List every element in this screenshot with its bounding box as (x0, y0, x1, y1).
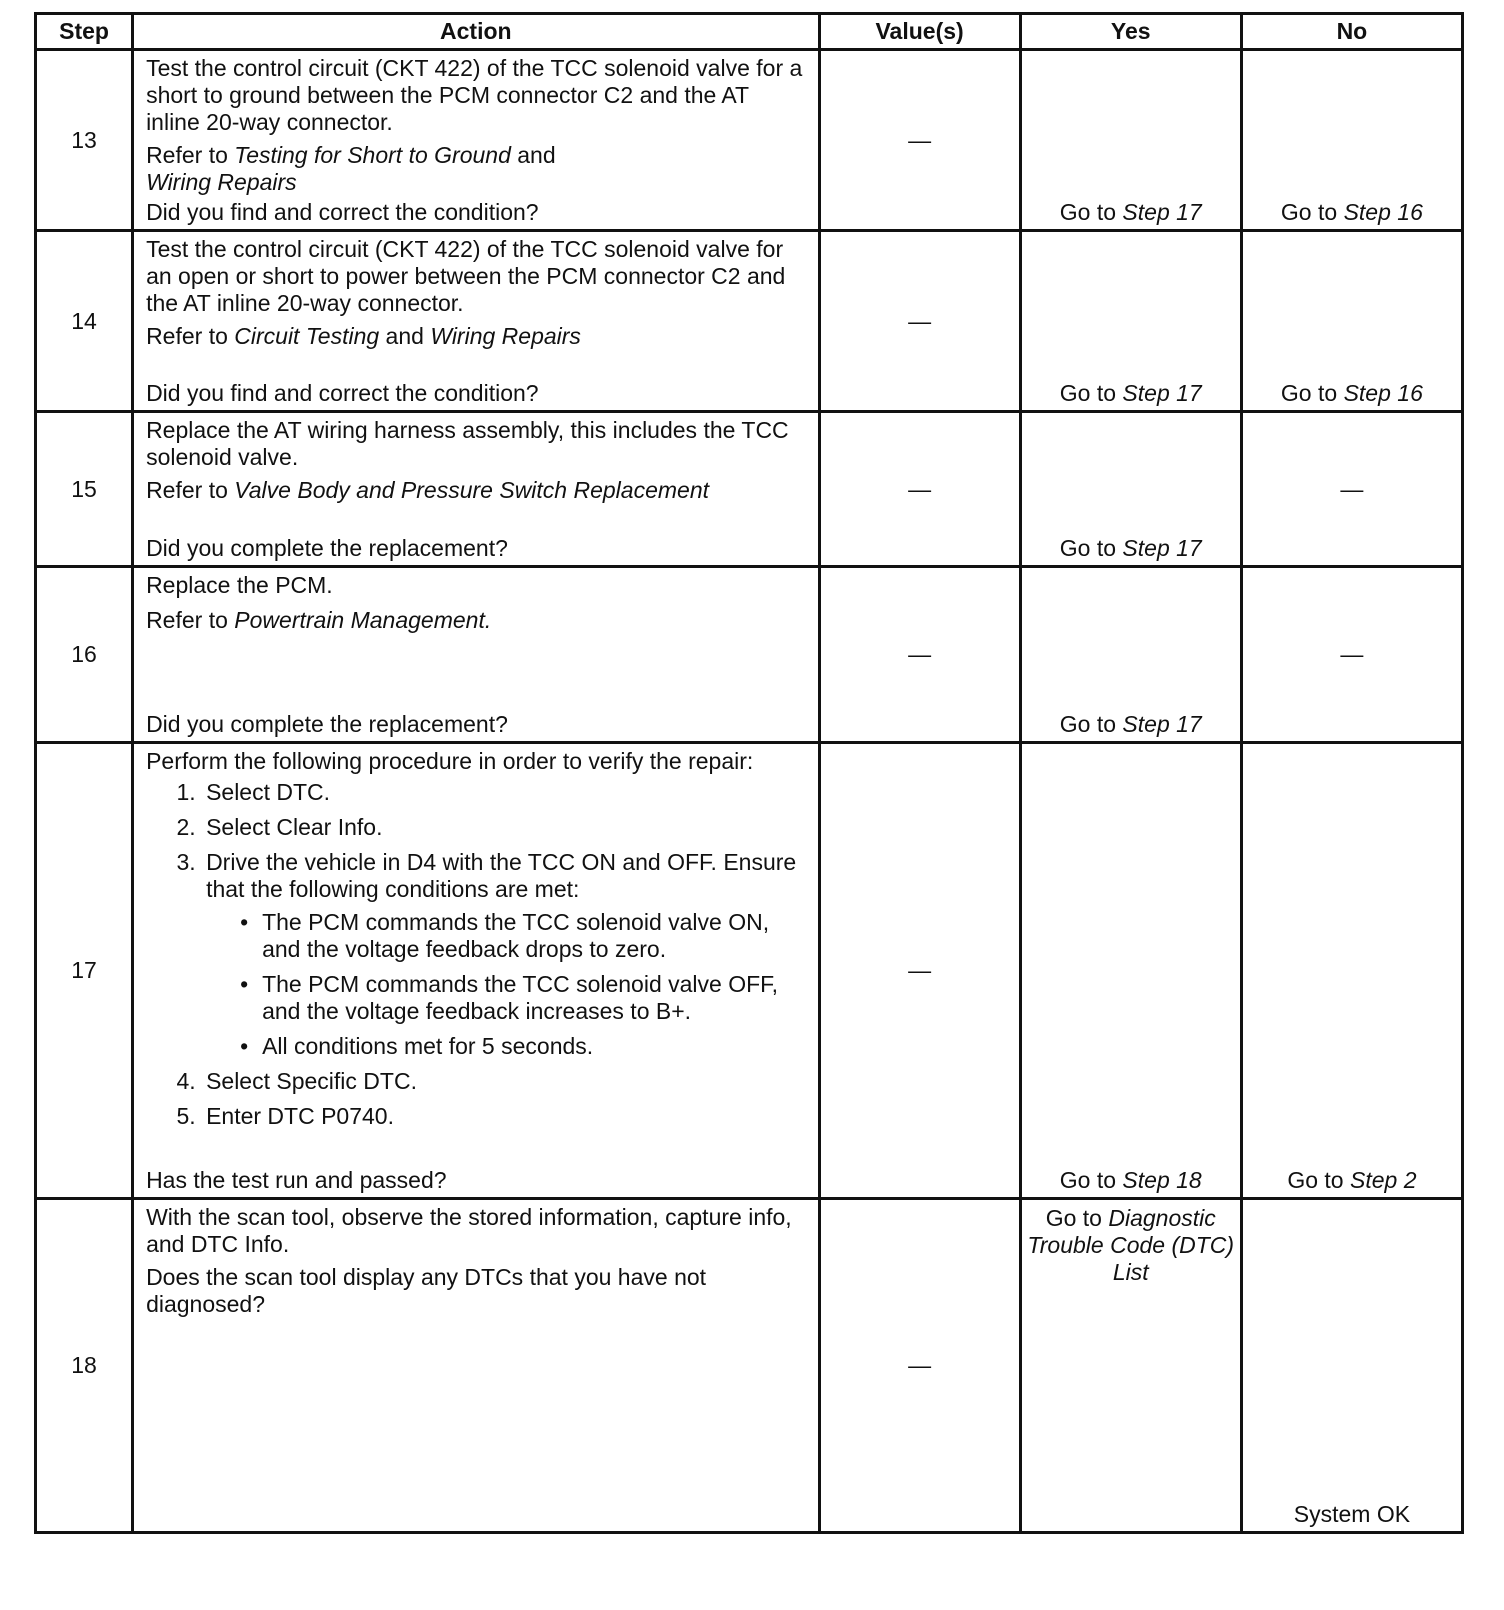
list-item: • The PCM commands the TCC solenoid valve OFF, and the voltage feedback increases to B+. (240, 971, 779, 1024)
yes-cell (1020, 743, 1241, 1199)
no-cell (1241, 50, 1462, 231)
action-cell (133, 231, 819, 412)
value-cell (819, 412, 1020, 567)
action-cell (133, 743, 819, 1199)
condition-list (206, 909, 807, 1060)
action-text: Test the control circuit (CKT 422) of the TCC solenoid valve for an open or short to power between the PCM connector C2 and the AT inline 20-way connector. (146, 236, 786, 316)
action-text: Test the control circuit (CKT 422) of the TCC solenoid valve for a short to ground between the PCM connector C2 and the AT inline 20-way connector. (146, 55, 803, 135)
action-text: With the scan tool, observe the stored information, capture info, and DTC Info. (146, 1204, 792, 1257)
step-number: 13 (36, 50, 133, 231)
table-row (36, 743, 1463, 1199)
yes-result: Go to Step 17 (1059, 380, 1202, 406)
action-question: Has the test run and passed? (146, 1167, 447, 1193)
no-result: Go to Step 2 (1287, 1167, 1417, 1193)
list-item: • All conditions met for 5 seconds. (240, 1033, 594, 1059)
action-cell (133, 1199, 819, 1533)
no-cell (1241, 231, 1462, 412)
value-dash: — (908, 641, 932, 667)
action-refer: Refer to Testing for Short to Ground and Wiring Repairs (146, 142, 556, 195)
ref-link[interactable]: Valve Body and Pressure Switch Replacement (234, 477, 710, 503)
action-question: Does the scan tool display any DTCs that you have not diagnosed? (146, 1264, 707, 1317)
list-item: • The PCM commands the TCC solenoid valve ON, and the voltage feedback drops to zero. (240, 909, 770, 962)
header-yes: Yes (1020, 14, 1241, 50)
step-number: 14 (36, 231, 133, 412)
ref-link[interactable]: Wiring Repairs (146, 169, 297, 195)
step-number: 18 (36, 1199, 133, 1533)
no-dash: — (1340, 475, 1364, 502)
procedure-list (146, 779, 807, 1130)
step-number: 15 (36, 412, 133, 567)
value-cell (819, 1199, 1020, 1533)
action-cell (133, 50, 819, 231)
value-cell (819, 231, 1020, 412)
yes-result: Go to Step 17 (1059, 535, 1202, 561)
yes-cell (1020, 231, 1241, 412)
ref-link[interactable]: Wiring Repairs (430, 323, 581, 349)
header-values: Value(s) (819, 14, 1020, 50)
action-question: Did you complete the replacement? (146, 711, 508, 737)
no-dash: — (1340, 641, 1364, 667)
value-cell (819, 50, 1020, 231)
action-refer: Refer to Powertrain Management. (146, 607, 492, 633)
list-item: 1. Select DTC. (202, 779, 807, 806)
action-refer: Refer to Circuit Testing and Wiring Repairs (146, 323, 581, 349)
value-dash: — (908, 957, 932, 983)
value-cell (819, 567, 1020, 743)
table-row (36, 412, 1463, 567)
no-cell (1241, 412, 1462, 567)
action-text: Replace the AT wiring harness assembly, this includes the TCC solenoid valve. (146, 417, 789, 470)
step-number: 16 (36, 567, 133, 743)
yes-result: Go to Step 17 (1059, 199, 1202, 225)
action-question: Did you find and correct the condition? (146, 380, 539, 406)
action-question: Did you find and correct the condition? (146, 199, 539, 225)
no-link[interactable]: Step 16 (1343, 199, 1423, 225)
value-dash: — (908, 126, 932, 153)
no-link[interactable]: Step 16 (1343, 380, 1423, 406)
no-cell (1241, 1199, 1462, 1533)
no-cell (1241, 567, 1462, 743)
list-item: 5. Enter DTC P0740. (202, 1103, 807, 1130)
value-dash: — (908, 475, 932, 502)
yes-result: Go to Step 18 (1059, 1167, 1202, 1193)
value-dash: — (908, 307, 932, 334)
value-cell (819, 743, 1020, 1199)
no-link[interactable]: Step 2 (1349, 1167, 1417, 1193)
header-step: Step (36, 14, 133, 50)
yes-link[interactable]: Step 17 (1122, 535, 1202, 561)
action-cell (133, 412, 819, 567)
yes-cell (1020, 1199, 1241, 1533)
ref-link[interactable]: Powertrain Management. (234, 607, 492, 633)
yes-result: Go to Step 17 (1059, 711, 1202, 737)
action-cell (133, 567, 819, 743)
yes-result: Go to Diagnostic Trouble Code (DTC) List (1027, 1205, 1235, 1285)
value-dash: — (908, 1352, 932, 1378)
action-text: Replace the PCM. (146, 572, 333, 598)
yes-link[interactable]: Diagnostic Trouble Code (DTC) List (1027, 1205, 1235, 1285)
action-text: Perform the following procedure in order to verify the repair: (146, 748, 754, 774)
action-question: Did you complete the replacement? (146, 535, 508, 561)
yes-link[interactable]: Step 17 (1122, 380, 1202, 406)
table-row (36, 231, 1463, 412)
list-item: 2. Select Clear Info. (202, 814, 807, 841)
no-result: Go to Step 16 (1280, 199, 1423, 225)
yes-link[interactable]: Step 17 (1122, 199, 1202, 225)
yes-link[interactable]: Step 18 (1122, 1167, 1202, 1193)
diagnostic-table (34, 12, 1464, 1534)
yes-cell (1020, 567, 1241, 743)
no-result: System OK (1293, 1501, 1411, 1527)
table-row (36, 50, 1463, 231)
list-item: 4. Select Specific DTC. (202, 1068, 807, 1095)
action-refer: Refer to Valve Body and Pressure Switch Replacement (146, 477, 710, 503)
ref-link[interactable]: Testing for Short to Ground (234, 142, 511, 168)
ref-link[interactable]: Circuit Testing (234, 323, 380, 349)
list-item: 3. Drive the vehicle in D4 with the TCC ON and OFF. Ensure that the following conditions are met: • The PCM commands the TCC solenoid valve ON, and the voltage feedback drops to zero. • The PCM commands the TCC solenoid valve OFF, and the voltage feedback increases to B+. • All conditions met for 5 seconds. (202, 849, 807, 1060)
header-row (36, 14, 1463, 50)
yes-cell (1020, 412, 1241, 567)
no-result: Go to Step 16 (1280, 380, 1423, 406)
step-number: 17 (36, 743, 133, 1199)
yes-link[interactable]: Step 17 (1122, 711, 1202, 737)
table-row (36, 1199, 1463, 1533)
no-cell (1241, 743, 1462, 1199)
table-row (36, 567, 1463, 743)
header-action: Action (133, 14, 819, 50)
header-no: No (1241, 14, 1462, 50)
yes-cell (1020, 50, 1241, 231)
